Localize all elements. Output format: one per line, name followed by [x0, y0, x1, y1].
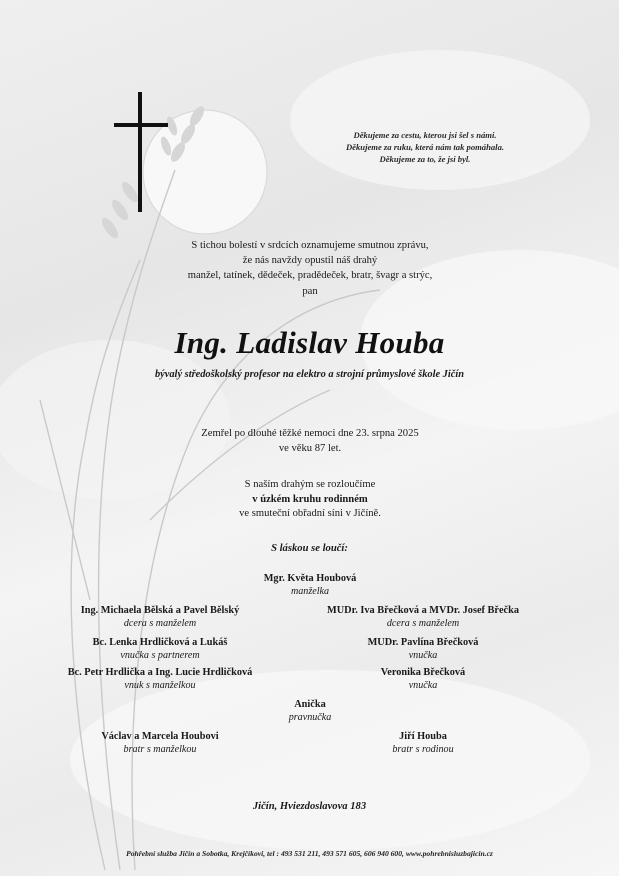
mourner-relation: vnuk s manželkou — [124, 680, 196, 691]
mourner-entry — [283, 730, 563, 756]
intro-line: S tichou bolestí v srdcích oznamujeme smutnou zprávu, — [191, 240, 429, 251]
mourner-relation: dcera s manželem — [386, 618, 460, 629]
death-info — [110, 427, 510, 456]
motto — [310, 129, 540, 166]
intro-line: pan — [302, 285, 318, 297]
farewell-line: S naším drahým se rozloučíme — [244, 479, 376, 490]
mourner-entry — [20, 666, 300, 692]
deceased-name: Ing. Ladislav Houba — [174, 325, 445, 360]
mourner-entry — [20, 604, 300, 630]
mourner-name: Bc. Lenka Hrdličková a Lukáš — [92, 637, 228, 648]
mourner-entry — [20, 636, 300, 662]
cloud-shape — [0, 340, 230, 500]
mourner-relation: bratr s rodinou — [392, 744, 454, 755]
motto-line: Děkujeme za to, že jsi byl. — [379, 154, 471, 165]
mourner-entry — [283, 636, 563, 662]
mourner-name: Ing. Michaela Bělská a Pavel Bělský — [80, 605, 240, 616]
mourner-great-grandchild — [170, 698, 450, 724]
funeral-service-footer: Pohřební služba Jičín a Sobotka, Krejčíkovi, tel : 493 531 211, 493 571 605, 606 940 600, www.pohrebnisluzbajicin.cz — [126, 849, 493, 858]
cloud-shape — [290, 50, 590, 190]
farewell-info — [110, 478, 510, 522]
death-line: Zemřel po dlouhé těžké nemoci dne 23. srpna 2025 — [201, 428, 419, 439]
mourner-relation: pravnučka — [288, 712, 332, 723]
announcement-intro — [100, 238, 520, 299]
motto-line: Děkujeme za cestu, kterou jsi šel s námi. — [353, 130, 497, 140]
intro-line: že nás navždy opustil náš drahý — [242, 255, 378, 267]
mourner-entry — [283, 666, 563, 692]
mourner-name: Bc. Petr Hrdlička a Ing. Lucie Hrdličková — [67, 667, 253, 678]
mourner-relation: vnučka s partnerem — [120, 650, 200, 661]
intro-line: manžel, tatínek, dědeček, pradědeček, bratr, švagr a strýc, — [187, 270, 433, 282]
cloud-shape — [70, 670, 590, 850]
mourner-relation: manželka — [290, 586, 330, 597]
mourner-name: Anička — [294, 699, 326, 710]
farewell-line: ve smuteční obřadní síni v Jičíně. — [239, 508, 381, 520]
mourner-name: Veronika Břečková — [380, 667, 466, 678]
mourner-widow — [170, 572, 450, 598]
latin-cross-icon — [114, 92, 168, 212]
death-line: ve věku 87 let. — [278, 442, 342, 454]
mourner-relation: vnučka — [408, 650, 438, 661]
deceased-description: bývalý středoškolský profesor na elektro a strojní průmyslové škole Jičín — [154, 369, 465, 380]
mourner-name: Mgr. Květa Houbová — [263, 573, 357, 584]
mourner-relation: vnučka — [408, 680, 438, 691]
mourner-relation: bratr s manželkou — [123, 744, 197, 755]
address: Jičín, Hviezdoslavova 183 — [252, 801, 367, 812]
mourner-name: Jiří Houba — [399, 731, 447, 742]
farewell-line-bold: v úzkém kruhu rodinném — [252, 493, 368, 505]
mourner-name: MUDr. Pavlína Břečková — [367, 637, 479, 648]
motto-line: Děkujeme za ruku, která nám tak pomáhala. — [345, 142, 505, 153]
mourner-name: Václav a Marcela Houbovi — [101, 731, 219, 742]
mourner-entry — [283, 604, 563, 630]
mourner-entry — [20, 730, 300, 756]
mourner-relation: dcera s manželem — [123, 618, 197, 629]
mourner-name: MUDr. Iva Břečková a MVDr. Josef Břečka — [327, 605, 519, 616]
mourners-heading: S láskou se loučí: — [271, 543, 348, 554]
